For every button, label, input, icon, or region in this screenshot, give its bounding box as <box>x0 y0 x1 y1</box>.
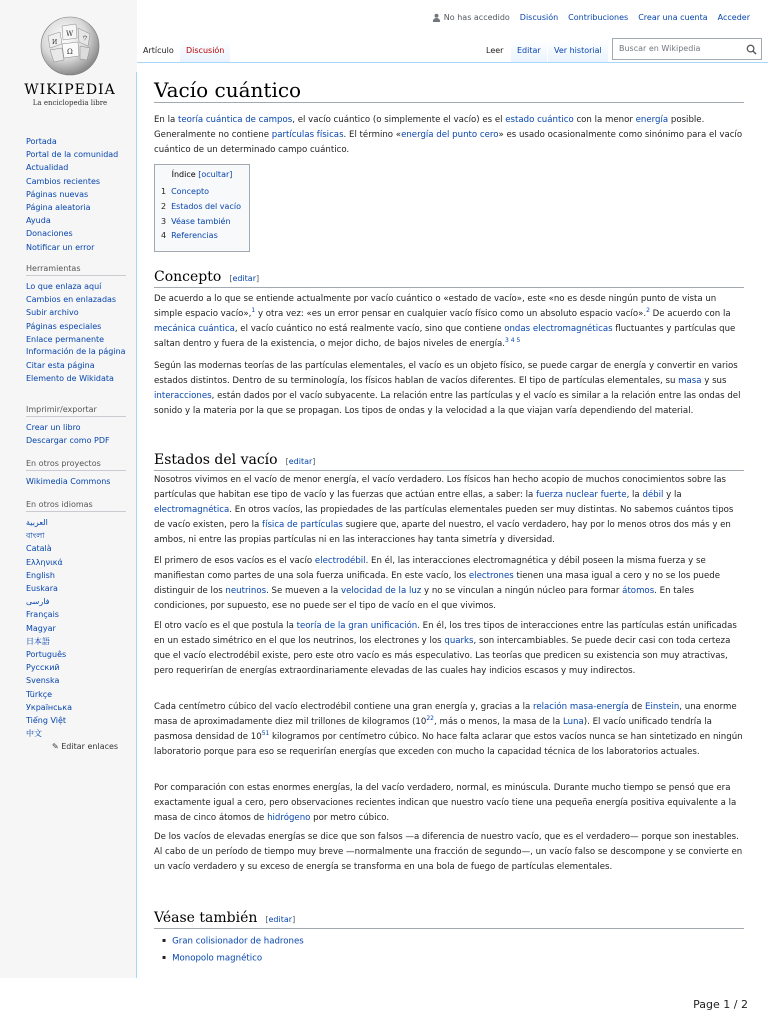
concepto-paragraph-1: De acuerdo a lo que se entiende actualmente por vacío cuántico o «estado de vacío», este «no es desde ningún punto de vista un simple espacio vacío»,$^1$ y otra vez: «es un error pensar en cualquier vacío físico como un absoluto espacio vacío».$^2$ De acuerdo con la mecánica cuántica, el vacío cuántico no está realmente vacío, sino que contiene ondas electromagnéticas fluctuantes y partículas que saltan dentro y fuera de la existencia, o mejor dicho, de bajos niveles de energía.$^{3 4 5}$ <box>154 294 736 350</box>
svg-text:ウ: ウ <box>82 35 89 42</box>
personal-talk-link[interactable]: Discusión <box>519 13 559 22</box>
see-also-link[interactable]: Monopolo magnético <box>172 953 263 963</box>
search-input[interactable] <box>612 38 762 60</box>
reference-link[interactable]: 51 <box>261 730 270 738</box>
section-title: Véase también <box>154 910 258 926</box>
article-link[interactable]: relación masa-energía <box>533 702 629 712</box>
svg-text:И: И <box>52 39 58 46</box>
tools-portlet <box>26 264 130 385</box>
concepto-paragraph-2: Según las modernas teorías de las partículas elementales, el vacío es un objeto físico, se puede cargar de energía y convertir en varios estados distintos. Dentro de su terminología, los físicos hablan de vacíos diferentes. El tipo de partículas elementales, su masa y sus interacciones, están dados por el vacío subyacente. La relación entre las partículas y el vacío es similar a la relación entre las ondas del sonido y la materia por la que se propagan. Los tipos de ondas y la velocidad a la que viajan varía dependiendo del material. <box>154 361 741 417</box>
language-item[interactable]: English <box>26 570 55 580</box>
language-item[interactable]: বাংলা <box>26 531 45 541</box>
toc-label[interactable]: Concepto <box>171 187 210 196</box>
article-link[interactable]: energía del punto cero <box>401 130 499 141</box>
wikipedia-globe-icon <box>38 14 102 78</box>
search-icon[interactable] <box>746 44 757 55</box>
toc-item[interactable] <box>161 215 243 230</box>
nav-item[interactable]: Notificar un error <box>26 242 95 252</box>
navigation-portlet <box>26 135 130 254</box>
projects-item[interactable]: Wikimedia Commons <box>26 477 111 486</box>
estados-paragraph-3: El otro vacío es el que postula la teoría de la gran unificación. En él, los tres tipos de interacciones entre las partículas están unificadas en un estado simétrico en el que los neutrinos, los electrones y los quarks, son intercambiables. Se puede decir casi con toda certeza que el vacío electrodébil existe, pero este otro vacío es más especulativo. Las teorías que predicen su existencia son muy atractivas, pero requerirían de energías extraordinariamente elevadas de las cuales hay indicios escasos y muy indirectos. <box>154 621 737 677</box>
tools-item[interactable]: Cambios en enlazadas <box>26 295 117 305</box>
section-title: Concepto <box>154 269 222 285</box>
user-icon <box>432 13 441 22</box>
nav-item[interactable]: Portal de la comunidad <box>26 150 119 160</box>
edit-links-button[interactable] <box>26 742 130 751</box>
not-logged-label: No has accedido <box>443 13 510 22</box>
article-link[interactable]: mecánica cuántica <box>154 324 235 335</box>
estados-paragraph-4: Cada centímetro cúbico del vacío electrodébil contiene una gran energía y, gracias a la relación masa-energía de Einstein, una enorme masa de aproximadamente diez mil trillones de kilogramos ($10^{22}$, más o menos, la masa de la Luna). El vacío unificado tendría la pasmosa densidad de $10^{51}$ kilogramos por centímetro cúbico. No hace falta aclarar que estos vacíos nunca se han sintetizado en ningún laboratorio porque para eso se requerirían energías que exceden con mucho la capacidad técnica de los laboratorios actuales. <box>154 702 743 758</box>
article-link[interactable]: velocidad de la luz <box>341 586 422 597</box>
table-of-contents <box>154 164 250 252</box>
tab-history[interactable]: Ver historial <box>548 41 608 62</box>
section-heading-estados <box>154 449 744 471</box>
tools-item[interactable]: Enlace permanente <box>26 334 105 344</box>
tools-item[interactable]: Elemento de Wikidata <box>26 374 114 384</box>
language-item[interactable]: Magyar <box>26 623 56 633</box>
tools-item[interactable]: Información de la página <box>26 347 126 357</box>
estados-paragraph-5: Por comparación con estas enormes energías, la del vacío verdadero, normal, es minúscula. Durante mucho tiempo se pensó que era exactamente igual a cero, pero observaciones recientes indican que nuestro vacío tiene una pequeña energía positiva equivalente a la masa de cinco átomos de hidrógeno por metro cúbico. <box>154 783 737 824</box>
section-edit-link[interactable]: [editar] <box>285 457 316 466</box>
section-title: Estados del vacío <box>154 452 278 468</box>
languages-portlet <box>26 500 130 751</box>
title-divider <box>154 102 744 103</box>
article-link[interactable]: Luna <box>562 717 584 728</box>
nav-item[interactable]: Cambios recientes <box>26 176 101 186</box>
svg-text:W: W <box>66 30 74 38</box>
not-logged-status <box>432 13 510 22</box>
article-link[interactable]: teoría cuántica de campos <box>178 115 293 125</box>
toc-label[interactable]: Véase también <box>171 216 231 226</box>
tab-edit[interactable]: Editar <box>511 41 547 62</box>
reference-link[interactable]: 1 <box>251 307 256 315</box>
list-item[interactable] <box>162 950 304 967</box>
intro-paragraph: En la teoría cuántica de campos, el vacío cuántico (o simplemente el vacío) es el estado cuántico con la menor energía posible. Generalmente no contiene partículas físicas. El término «energía del punto cero» es usado ocasionalmente como sinónimo para el vacío cuántico de un determinado campo cuántico. <box>154 115 743 156</box>
language-item[interactable]: Ελληνικά <box>26 557 63 567</box>
language-item[interactable]: Русский <box>26 663 60 673</box>
toc-item[interactable] <box>161 229 243 244</box>
toc-heading: Índice <box>171 170 196 179</box>
personal-tools <box>432 13 750 22</box>
section-heading-vease <box>154 907 744 929</box>
edit-links-label: Editar enlaces <box>61 742 119 752</box>
logo-tagline: La enciclopedia libre <box>32 99 108 107</box>
toc-item[interactable] <box>161 200 243 215</box>
article-link[interactable]: átomos <box>622 586 655 597</box>
article-link[interactable]: neutrinos <box>225 586 267 597</box>
nav-item[interactable]: Ayuda <box>26 216 51 226</box>
section-edit-link[interactable]: [editar] <box>229 274 260 283</box>
toc-number: 3 <box>161 216 167 226</box>
page-title: Vacío cuántico <box>154 78 302 102</box>
logo-wordmark: WIKIPEDIA <box>24 82 116 98</box>
language-item[interactable]: Українська <box>26 702 72 712</box>
article-link[interactable]: masa <box>678 376 702 387</box>
print-portlet <box>26 405 130 447</box>
estados-paragraph-1: Nosotros vivimos en el vacío de menor energía, el vacío verdadero. Los físicos han hecho acopio de muchos conocimientos sobre las partículas que habitan ese tipo de vacío y las fuerzas que actúan entre ellas, a saber: la fuerza nuclear fuerte, la débil y la electromagnética. En otros vacíos, las propiedades de las partículas elementales pueden ser muy distintas. No sabemos cuántos tipos de vacío existen, pero la física de partículas sugiere que, aparte del nuestro, el vacío verdadero, hay por lo menos otros dos más y en ambos, ni entre las propias partículas ni en las interacciones hay tanta simetría y diversidad. <box>154 475 734 546</box>
svg-text:Ω: Ω <box>67 48 73 56</box>
estados-paragraph-6: De los vacíos de elevadas energías se dice que son falsos —a diferencia de nuestro vacío, que es el verdadero— porque son inestables. Al cabo de un período de tiempo muy breve —normalmente una fracción de segundo—, un vacío falso se descompone y se convierte en un vacío verdadero y su exceso de energía se transforma en una bola de fuego de partículas elementales. <box>154 832 743 873</box>
print-item[interactable]: Descargar como PDF <box>26 436 110 446</box>
tab-article[interactable]: Artículo <box>137 41 180 62</box>
article-link[interactable]: interacciones <box>154 391 212 402</box>
see-also-link[interactable]: Gran colisionador de hadrones <box>172 936 304 947</box>
contributions-link[interactable]: Contribuciones <box>568 13 629 22</box>
toc-label[interactable]: Referencias <box>171 231 218 241</box>
page-indicator: Page 1 / 2 <box>693 998 748 1011</box>
article-link[interactable]: electromagnética <box>154 505 230 516</box>
list-item[interactable] <box>162 933 304 950</box>
section-heading-concepto <box>154 266 744 288</box>
tools-item[interactable]: Lo que enlaza aquí <box>26 282 102 291</box>
see-also-list <box>162 933 304 966</box>
projects-heading: En otros proyectos <box>26 459 126 471</box>
wikipedia-logo[interactable] <box>22 14 118 114</box>
login-link[interactable]: Acceder <box>717 13 750 22</box>
article-link[interactable]: ondas electromagnéticas <box>504 324 613 335</box>
nav-item[interactable]: Página aleatoria <box>26 203 91 213</box>
language-item[interactable]: Euskara <box>26 584 58 594</box>
toc-label[interactable]: Estados del vacío <box>171 201 241 211</box>
nav-item[interactable]: Páginas nuevas <box>26 189 89 199</box>
nav-item[interactable]: Portada <box>26 137 57 146</box>
article-link[interactable]: estado cuántico <box>505 115 574 125</box>
pencil-icon: ✎ <box>52 742 59 752</box>
estados-paragraph-2: El primero de esos vacíos es el vacío electrodébil. En él, las interacciones electromagnética y débil poseen la misma fuerza y se manifiestan como partes de una sola fuerza unificada. En este vacío, los electrones tienen una masa igual a cero y no se los puede distinguir de los neutrinos. Se mueven a la velocidad de la luz y no se vinculan a ningún núcleo para formar átomos. En tales condiciones, por supuesto, ese no puede ser el tipo de vacío en el que vivimos. <box>154 556 721 612</box>
language-item[interactable]: Français <box>26 610 59 620</box>
edit-text[interactable]: editar <box>232 274 256 283</box>
article-link[interactable]: electrones <box>468 571 514 582</box>
search-placeholder: Buscar en Wikipedia <box>619 44 701 53</box>
print-item[interactable]: Crear un libro <box>26 423 81 432</box>
article-link[interactable]: energía <box>635 115 669 125</box>
languages-heading: En otros idiomas <box>26 500 126 512</box>
article-link[interactable]: física de partículas <box>262 520 343 531</box>
create-account-link[interactable]: Crear una cuenta <box>638 13 708 22</box>
article-link[interactable]: partículas físicas <box>271 130 344 141</box>
article-link[interactable]: teoría de la gran unificación <box>296 621 418 631</box>
language-item[interactable]: فارسی <box>26 597 50 607</box>
article-link[interactable]: débil <box>642 490 664 501</box>
tools-heading: Herramientas <box>26 264 126 276</box>
projects-portlet <box>26 459 130 488</box>
edit-text[interactable]: editar <box>288 457 313 466</box>
language-item[interactable]: Tiếng Việt <box>26 716 67 726</box>
section-edit-link[interactable]: [editar] <box>265 915 296 924</box>
reference-link[interactable]: 2 <box>646 307 650 315</box>
tools-item[interactable]: Citar esta página <box>26 361 95 371</box>
article-link[interactable]: hidrógeno <box>267 813 311 824</box>
article-link[interactable]: Einstein <box>645 702 680 712</box>
nav-item[interactable]: Actualidad <box>26 163 69 173</box>
tab-read[interactable]: Leer <box>480 41 509 62</box>
language-item[interactable]: 日本語 <box>26 636 50 646</box>
toc-hide-link[interactable]: [ocultar] <box>198 170 233 179</box>
print-heading: Imprimir/exportar <box>26 405 126 417</box>
language-item[interactable]: العربية <box>26 518 48 527</box>
tab-talk[interactable]: Discusión <box>180 41 230 62</box>
article-link[interactable]: quarks <box>444 636 474 647</box>
tools-item[interactable]: Subir archivo <box>26 308 79 318</box>
toc-item[interactable] <box>161 185 243 200</box>
language-item[interactable]: Svenska <box>26 676 60 686</box>
reference-link[interactable]: 22 <box>426 715 434 723</box>
language-item[interactable]: 中文 <box>26 729 42 739</box>
toc-number: 1 <box>161 187 167 196</box>
article-link[interactable]: electrodébil <box>314 556 366 566</box>
language-item[interactable]: Türkçe <box>26 689 53 699</box>
language-item[interactable]: Català <box>26 544 52 554</box>
language-item[interactable]: Português <box>26 650 67 660</box>
nav-item[interactable]: Donaciones <box>26 229 73 239</box>
tools-item[interactable]: Páginas especiales <box>26 321 102 331</box>
reference-link[interactable]: 3 4 5 <box>505 337 521 345</box>
article-link[interactable]: fuerza nuclear fuerte <box>536 490 627 501</box>
toc-number: 4 <box>161 231 167 241</box>
edit-text[interactable]: editar <box>268 915 293 924</box>
toc-number: 2 <box>161 201 167 211</box>
